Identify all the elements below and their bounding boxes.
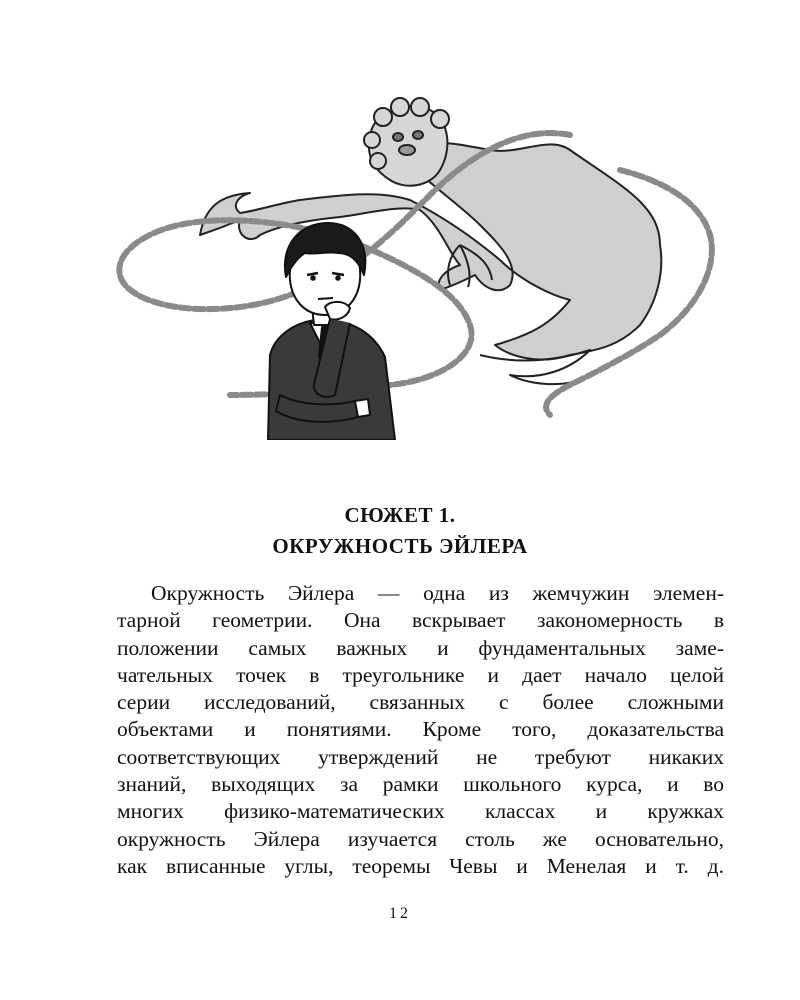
student-figure: [268, 223, 395, 440]
paragraph-line: объектами и понятиями. Кроме того, доказательства: [117, 717, 724, 742]
paragraph-line: соответствующих утверждений не требуют никаких: [117, 744, 724, 769]
paragraph-line: чательных точек в треугольнике и дает начало целой: [117, 662, 724, 687]
paragraph-line: окружность Эйлера изучается столь же основательно,: [117, 826, 724, 851]
paragraph-line: тарной геометрии. Она вскрывает закономерность в: [117, 608, 724, 633]
paragraph-line: многих физико-математических классах и кружках: [117, 799, 724, 824]
chapter-illustration: [100, 95, 740, 440]
paragraph-line: как вписанные углы, теоремы Чевы и Менелая и т. д.: [117, 853, 724, 878]
paragraph-line: положении самых важных и фундаментальных заме-: [117, 635, 724, 660]
paragraph-line: серии исследований, связанных с более сложными: [117, 690, 724, 715]
chapter-title: ОКРУЖНОСТЬ ЭЙЛЕРА: [272, 534, 528, 558]
body-paragraph: [117, 580, 724, 880]
paragraph-line: знаний, выходящих за рамки школьного курса, и во: [117, 772, 724, 797]
paragraph-line: Окружность Эйлера — одна из жемчужин элемен-: [151, 581, 724, 605]
chapter-number: СЮЖЕТ 1.: [344, 503, 456, 527]
page-number: 12: [389, 905, 411, 922]
ghost-figure: [200, 98, 661, 384]
